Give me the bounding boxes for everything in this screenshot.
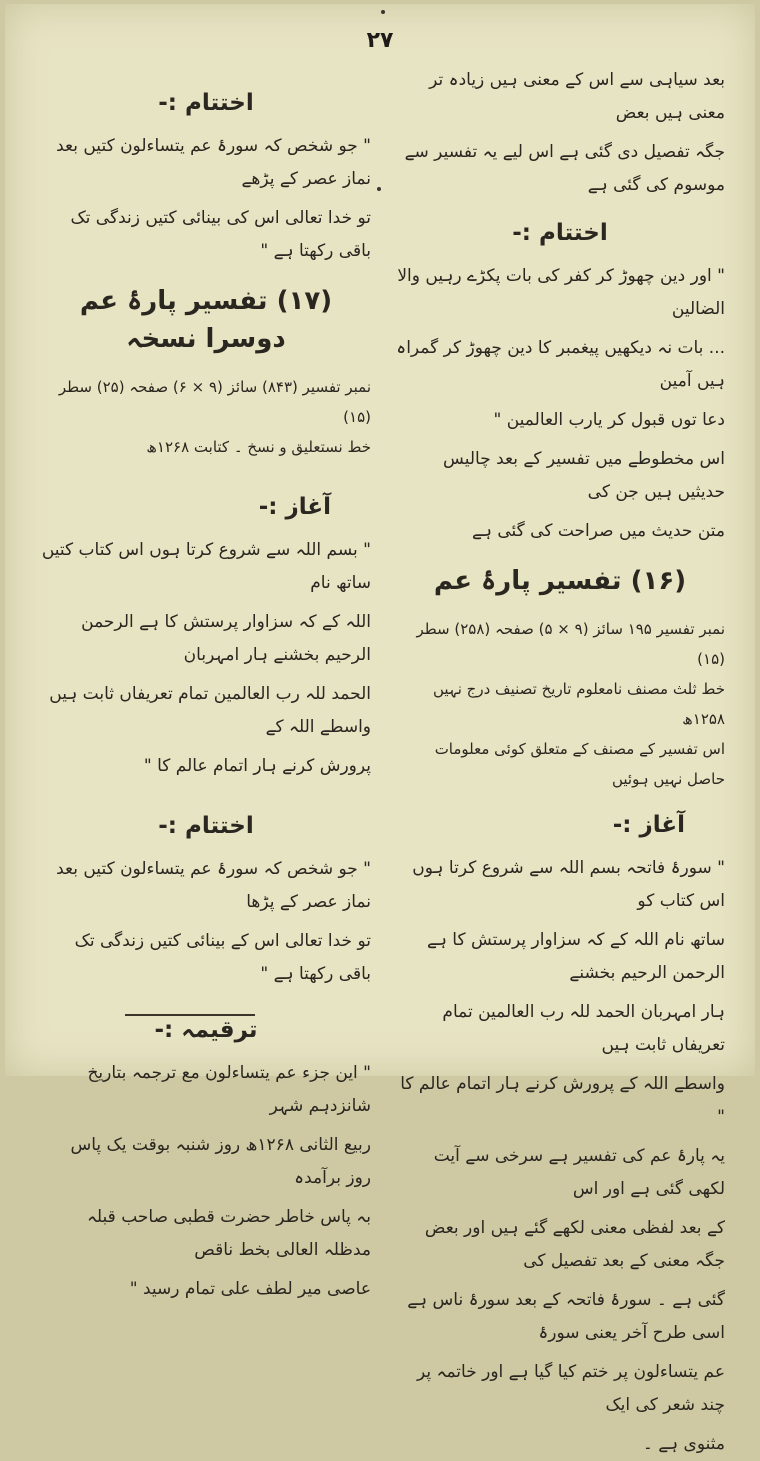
ink-dot xyxy=(381,10,385,14)
aghaz-paragraph xyxy=(395,852,725,1461)
meta-line: نمبر تفسیر ۱۹۵ سائز (۹ × ۵) صفحہ (۲۵۸) سطر (۱۵) xyxy=(416,620,725,668)
text-line: واسطے اللہ کے پرورش کرنے ہار اتمام عالم کا " xyxy=(400,1074,725,1127)
aghaz-paragraph xyxy=(41,534,371,783)
text-line: دعا توں قبول کر یارب العالمین " xyxy=(493,410,725,430)
ink-dot xyxy=(377,187,381,191)
text-line: الحمد للہ رب العالمین تمام تعریفاں ثابت ہیں واسطے اللہ کے xyxy=(49,684,371,737)
text-line: " جو شخص کہ سورۂ عم یتساءلون کتیں بعد نماز عصر کے پڑھا xyxy=(56,859,371,912)
text-line: " اور دین چھوڑ کر کفر کی بات پکڑے رہیں والا الضالین xyxy=(397,266,725,319)
section-title: (۱۷) تفسیر پارۂ عم دوسرا نسخہ xyxy=(79,286,333,354)
text-line: گئی ہے ۔ سورۂ فاتحہ کے بعد سورۂ ناس ہے اسی طرح آخر یعنی سورۂ xyxy=(407,1290,725,1343)
meta-line: نمبر تفسیر (۸۴۳) سائز (۹ × ۶) صفحہ (۲۵) سطر (۱۵) xyxy=(58,378,371,426)
text-line: تو خدا تعالی اس کی بینائی کتیں زندگی تک باقی رکھتا ہے " xyxy=(70,208,371,261)
text-line: اللہ کے کہ سزاوار پرستش کا ہے الرحمن الرحیم بخشنے ہار امہربان xyxy=(81,612,371,665)
ikhtitam-paragraph xyxy=(395,260,725,548)
text-line: ساتھ نام اللہ کے کہ سزاوار پرستش کا ہے الرحمن الرحیم بخشنے xyxy=(426,930,725,983)
ikhtitam-paragraph xyxy=(41,130,371,268)
text-line: بعد سیاہی سے اس کے معنی ہیں زیادہ تر معنی ہیں بعض xyxy=(429,70,725,123)
text-line: عاصی میر لطف علی تمام رسید " xyxy=(129,1279,371,1299)
text-line: ... بات نہ دیکھیں پیغمبر کا دین چھوڑ کر گمراہ ہیں آمین xyxy=(396,338,725,391)
text-line: ہار امہربان الحمد للہ رب العالمین تمام تعریفاں ثابت ہیں xyxy=(442,1002,725,1055)
text-line: مثنوی ہے ۔ xyxy=(642,1434,725,1454)
ikhtitam-heading: اختتام :- xyxy=(158,90,254,116)
catalog-meta xyxy=(395,614,725,794)
catalog-meta xyxy=(41,372,371,462)
text-line: " جو شخص کہ سورۂ عم یتساءلون کتیں بعد نماز عصر کے پڑھے xyxy=(56,136,371,189)
ikhtitam-paragraph xyxy=(41,853,371,991)
meta-line: خط نستعلیق و نسخ ۔ کتابت ۱۲۶۸ھ xyxy=(146,438,371,456)
section-title: (۱۶) تفسیر پارۂ عم xyxy=(433,566,687,596)
aghaz-heading: آغاز :- xyxy=(612,812,685,838)
tarqeema-paragraph xyxy=(41,1057,371,1306)
text-line: تو خدا تعالی اس کے بینائی کتیں زندگی تک باقی رکھتا ہے " xyxy=(74,931,371,984)
text-line: پرورش کرنے ہار اتمام عالم کا " xyxy=(143,756,371,776)
left-column xyxy=(41,64,371,1299)
text-line: کے بعد لفظی معنی لکھے گئے ہیں اور بعض جگہ معنی کے بعد تفصیل کی xyxy=(424,1218,725,1271)
aghaz-heading: آغاز :- xyxy=(258,494,331,520)
manuscript-page xyxy=(5,4,755,1454)
text-line: بہ پاس خاطر حضرت قطبی صاحب قبلہ مدظلہ العالی بخط ناقص xyxy=(86,1207,371,1260)
ikhtitam-heading: اختتام :- xyxy=(512,220,608,246)
text-line: عم یتساءلون پر ختم کیا گیا ہے اور خاتمہ پر چند شعر کی ایک xyxy=(417,1362,725,1415)
text-line: " بسم اللہ سے شروع کرتا ہوں اس کتاب کتیں ساتھ نام xyxy=(41,540,371,593)
ikhtitam-heading: اختتام :- xyxy=(158,813,254,839)
page-number: ۲۷ xyxy=(366,28,394,53)
text-line: اس مخطوطے میں تفسیر کے بعد چالیس حدیثیں ہیں جن کی xyxy=(443,449,725,502)
text-line: " این جزء عم یتساءلون مع ترجمہ بتاریخ شانزدہم شہر xyxy=(87,1063,371,1116)
text-line: ربیع الثانی ۱۲۶۸ھ روز شنبہ بوقت یک پاس روز برآمدہ xyxy=(70,1135,371,1188)
text-line: متن حدیث میں صراحت کی گئی ہے xyxy=(472,521,725,541)
right-column xyxy=(395,64,725,1454)
intro-paragraph xyxy=(395,64,725,202)
meta-line: اس تفسیر کے مصنف کے متعلق کوئی معلومات حاصل نہیں ہوئیں xyxy=(434,740,725,788)
text-line: یہ پارۂ عم کی تفسیر ہے سرخی سے آیت لکھی گئی ہے اور اس xyxy=(433,1146,725,1199)
text-line: جگہ تفصیل دی گئی ہے اس لیے یہ تفسیر سے موسوم کی گئی ہے xyxy=(404,142,725,195)
tarqeema-heading: ترقیمہ :- xyxy=(154,1017,258,1043)
text-line: " سورۂ فاتحہ بسم اللہ سے شروع کرتا ہوں اس کتاب کو xyxy=(412,858,725,911)
meta-line: خط ثلث مصنف نامعلوم تاریخ تصنیف درج نہیں ۱۲۵۸ھ xyxy=(433,680,725,728)
closing-divider xyxy=(125,1014,255,1016)
